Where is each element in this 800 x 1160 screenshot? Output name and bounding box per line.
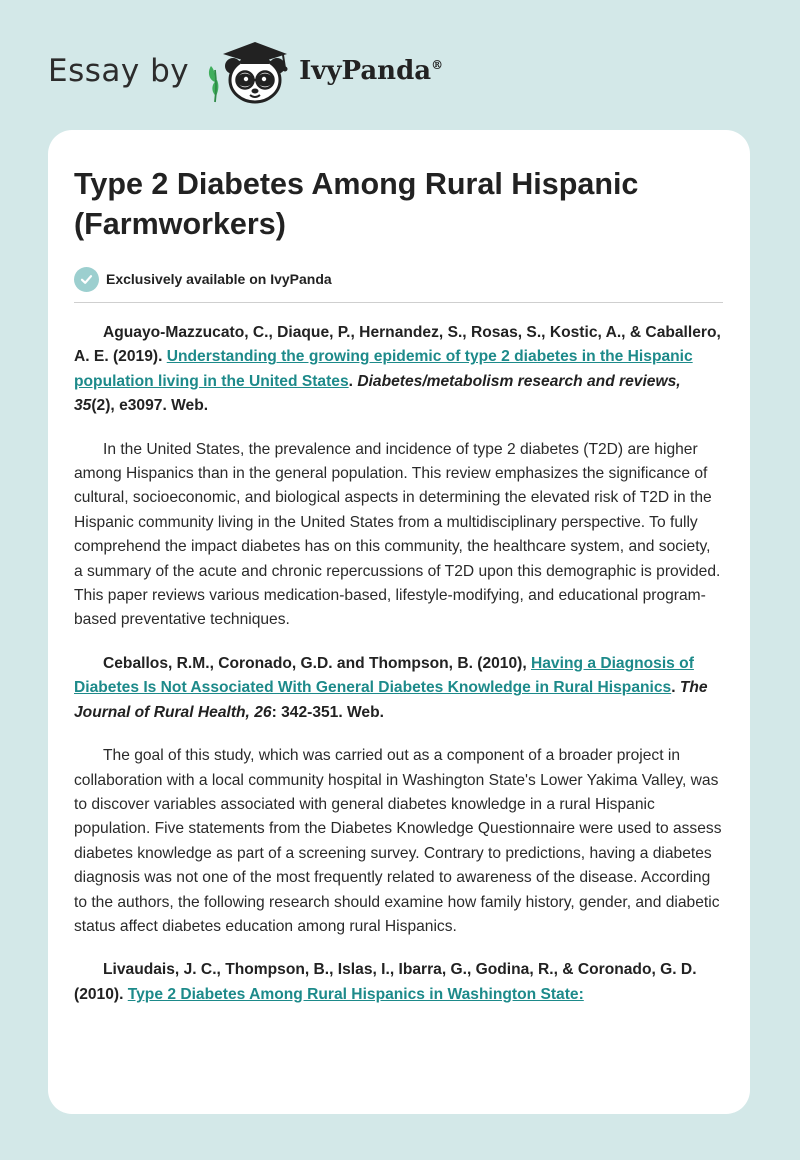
- reference-entry: [74, 958, 723, 1007]
- page-title: Type 2 Diabetes Among Rural Hispanic (Farmworkers): [74, 167, 639, 241]
- reference-authors: Livaudais, J. C., Thompson, B., Islas, I., Ibarra, G., Godina, R., & Coronado, G. D. (2010).: [74, 961, 697, 1003]
- reference-entry: Aguayo-Mazzucato, C., Diaque, P., Hernandez, S., Rosas, S., Kostic, A., & Caballero, A. E. (2019). Understanding the growing epidemic of type 2 diabetes in the Hispanic population living in the United States. Diabetes/metabolism research and reviews, 35(2), e3097. Web.: [74, 324, 721, 415]
- reference-summary: The goal of this study, which was carried out as a component of a broader project in collaboration with a local community hospital in Washington State's Lower Yakima Valley, was to discover variables associated with general diabetes knowledge in a rural Hispanic population. Five statements from the Diabetes Knowledge Questionnaire were used to assess diabetes knowledge as part of a screening survey. Contrary to predictions, having a diabetes diagnosis was not one of the most frequently related to awareness of the disease. According to the authors, the following research should examine how family history, gender, and diabetic status affect diabetes education among rural Hispanics.: [74, 747, 722, 935]
- reference-journal: Diabetes/metabolism research and reviews, 35: [74, 372, 681, 415]
- reference-link[interactable]: Understanding the growing epidemic of type 2 diabetes in the Hispanic population living in the United States: [74, 348, 693, 390]
- reference-authors: Ceballos, R.M., Coronado, G.D. and Thompson, B. (2010),: [103, 654, 531, 672]
- reference-link[interactable]: Type 2 Diabetes Among Rural Hispanics in Washington State:: [127, 985, 584, 1003]
- reference-authors: Aguayo-Mazzucato, C., Diaque, P., Hernandez, S., Rosas, S., Kostic, A., & Caballero, A. E. (2019).: [74, 324, 721, 366]
- check-circle-icon: [74, 267, 99, 292]
- essay-body: [74, 321, 723, 1007]
- divider: [74, 302, 723, 303]
- essay-card: [48, 130, 750, 1114]
- reference-details: : 342-351. Web.: [271, 703, 384, 721]
- reference-entry: Ceballos, R.M., Coronado, G.D. and Thompson, B. (2010), Having a Diagnosis of Diabetes Is Not Associated With General Diabetes Knowledge in Rural Hispanics. The Journal of Rural Health, 26: 342-351. Web.: [74, 654, 708, 721]
- brand-prefix: Essay by: [48, 53, 190, 89]
- reference-link[interactable]: Having a Diagnosis of Diabetes Is Not Associated With General Diabetes Knowledge in Rural Hispanics: [74, 654, 694, 697]
- exclusive-label: Exclusively available on IvyPanda: [106, 271, 332, 287]
- reference-summary: In the United States, the prevalence and incidence of type 2 diabetes (T2D) are higher among Hispanics than in the general population. This review emphasizes the significance of cultural, socioeconomic, and biological aspects in determining the elevated risk of T2D in the Hispanic community living in the United States from a multidisciplinary perspective. To fully comprehend the impact diabetes has on this community, the healthcare system, and society, a summary of the acute and chronic repercussions of T2D upon this demographic is provided. This paper reviews various medication-based, lifestyle-modifying, and educational program-based preventative techniques.: [74, 440, 721, 629]
- brand-header: [48, 36, 508, 106]
- panda-logo-icon: [201, 36, 297, 106]
- reference-details: (2), e3097. Web.: [91, 397, 209, 415]
- exclusive-badge: [74, 266, 723, 292]
- reference-journal: The Journal of Rural Health, 26: [74, 679, 708, 721]
- brand-name: IvyPanda®: [299, 56, 444, 86]
